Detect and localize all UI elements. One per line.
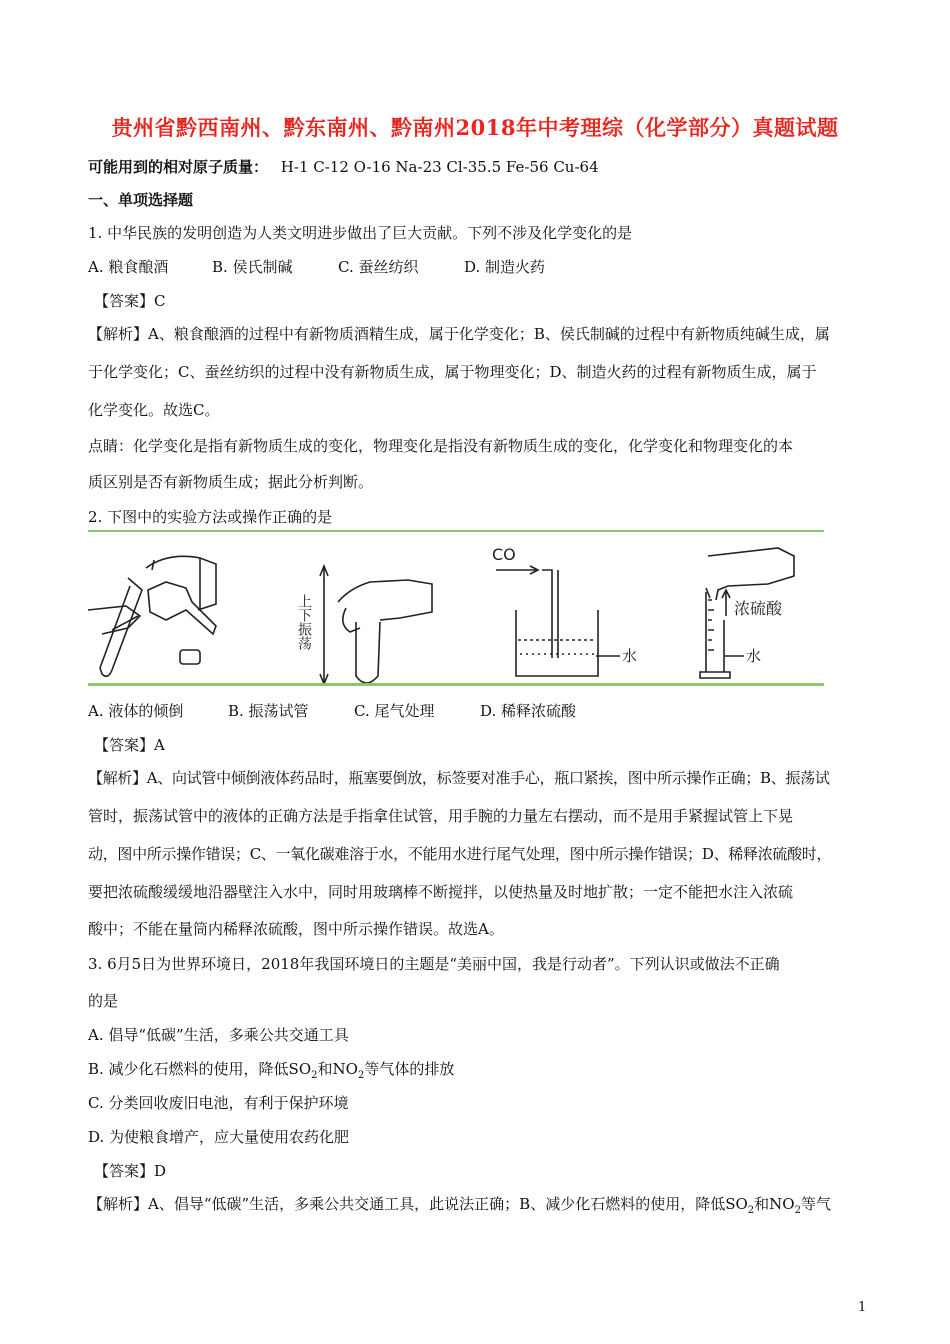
q2-option-d: D. 稀释浓硫酸 <box>480 702 577 720</box>
q3-analysis-sub2: 2 <box>794 1205 801 1216</box>
figure-c-water-label: 水 <box>622 647 638 665</box>
q3-option-b-post: 等气体的排放 <box>364 1060 455 1078</box>
q1-answer: 【答案】C <box>94 292 166 310</box>
q1-stem: 1. 中华民族的发明创造为人类文明进步做出了巨大贡献。下列不涉及化学变化的是 <box>88 224 633 242</box>
q1-option-d: D. 制造火药 <box>464 258 546 276</box>
q3-option-b <box>88 1058 454 1081</box>
q1-option-c: C. 蚕丝纺织 <box>338 258 419 276</box>
q2-option-c: C. 尾气处理 <box>354 702 435 720</box>
q1-options <box>88 256 545 277</box>
q3-stem-1: 3. 6月5日为世界环境日，2018年我国环境日的主题是“美丽中国，我是行动者”。下列认识或做法不正确 <box>88 955 780 973</box>
figure-bottom-border <box>88 683 824 686</box>
figure-a-pouring <box>88 556 216 676</box>
q1-note-2: 质区别是否有新物质生成；据此分析判断。 <box>88 473 374 491</box>
q1-analysis-3: 化学变化。故选C。 <box>88 401 220 419</box>
q2-illustrations <box>88 530 824 686</box>
atomic-mass-line <box>88 156 599 177</box>
q2-analysis-4: 要把浓硫酸缓缓地沿器壁注入水中，同时用玻璃棒不断搅拌，以使热量及时地扩散；一定不能把水注入浓硫 <box>88 883 794 901</box>
q3-analysis-mid: 和NO <box>754 1195 795 1213</box>
q2-analysis-1: 【解析】A、向试管中倾倒液体药品时，瓶塞要倒放，标签要对准手心，瓶口紧挨，图中所示操作正确；B、振荡试 <box>88 769 830 787</box>
q3-option-d: D. 为使粮食增产，应大量使用农药化肥 <box>88 1128 350 1146</box>
q1-option-a: A. 粮食酿酒 <box>88 258 169 276</box>
figure-co-label: CO <box>492 545 516 564</box>
q3-option-c: C. 分类回收废旧电池，有利于保护环境 <box>88 1094 349 1112</box>
q2-answer: 【答案】A <box>94 736 165 754</box>
q3-option-a: A. 倡导“低碳”生活，多乘公共交通工具 <box>88 1026 349 1044</box>
q1-note-1: 点睛：化学变化是指有新物质生成的变化，物理变化是指没有新物质生成的变化，化学变化和物理变化的本 <box>88 437 794 455</box>
q3-analysis-sub1: 2 <box>747 1205 755 1216</box>
q3-option-b-mid: 和NO <box>317 1060 358 1078</box>
q1-option-b: B. 侯氏制碱 <box>212 258 293 276</box>
q2-analysis-5: 酸中；不能在量筒内稀释浓硫酸，图中所示操作错误。故选A。 <box>88 920 504 938</box>
q3-analysis-1 <box>88 1193 831 1216</box>
q2-stem: 2. 下图中的实验方法或操作正确的是 <box>88 508 333 526</box>
q3-analysis-post: 等气 <box>800 1195 831 1213</box>
q3-stem-2: 的是 <box>88 992 119 1010</box>
page-title: 贵州省黔西南州、黔东南州、黔南州2018年中考理综（化学部分）真题试题 <box>111 115 839 140</box>
q1-analysis-2: 于化学变化；C、蚕丝纺织的过程中没有新物质生成，属于物理变化；D、制造火药的过程有新物质生成，属于 <box>88 363 817 381</box>
atomic-mass-label: 可能用到的相对原子质量： <box>88 158 269 176</box>
figure-c-co-tail-gas <box>496 566 620 676</box>
q2-figure <box>88 530 824 686</box>
figure-b-shaking <box>320 566 432 684</box>
section-heading: 一、单项选择题 <box>88 191 194 209</box>
q3-answer: 【答案】D <box>94 1162 167 1180</box>
q2-option-a: A. 液体的倾倒 <box>88 702 184 720</box>
q1-analysis-1: 【解析】A、粮食酿酒的过程中有新物质酒精生成，属于化学变化；B、侯氏制碱的过程中有新物质纯碱生成，属 <box>88 325 830 343</box>
q2-option-b: B. 振荡试管 <box>228 702 309 720</box>
q3-option-b-sub2: 2 <box>357 1070 365 1081</box>
q3-option-b-pre: B. 减少化石燃料的使用，降低SO <box>88 1060 312 1078</box>
q2-options <box>88 700 576 721</box>
q3-option-b-sub1: 2 <box>311 1070 318 1081</box>
q2-analysis-3: 动，图中所示操作错误；C、一氧化碳难溶于水，不能用水进行尾气处理，图中所示操作错误；D、稀释浓硫酸时， <box>88 845 832 863</box>
figure-shake-label: 上下振荡 <box>296 594 312 650</box>
q3-analysis-pre: 【解析】A、倡导“低碳”生活，多乘公共交通工具，此说法正确；B、减少化石燃料的使用，降低SO <box>88 1195 748 1213</box>
page-number: 1 <box>858 1300 867 1315</box>
figure-d-water-label: 水 <box>746 647 762 665</box>
atomic-mass-values: H-1 C-12 O-16 Na-23 Cl-35.5 Fe-56 Cu-64 <box>280 158 599 176</box>
q2-analysis-2: 管时，振荡试管中的液体的正确方法是手指拿住试管，用手腕的力量左右摆动，而不是用手紧握试管上下晃 <box>88 807 794 825</box>
figure-acid-label: 浓硫酸 <box>734 599 783 618</box>
